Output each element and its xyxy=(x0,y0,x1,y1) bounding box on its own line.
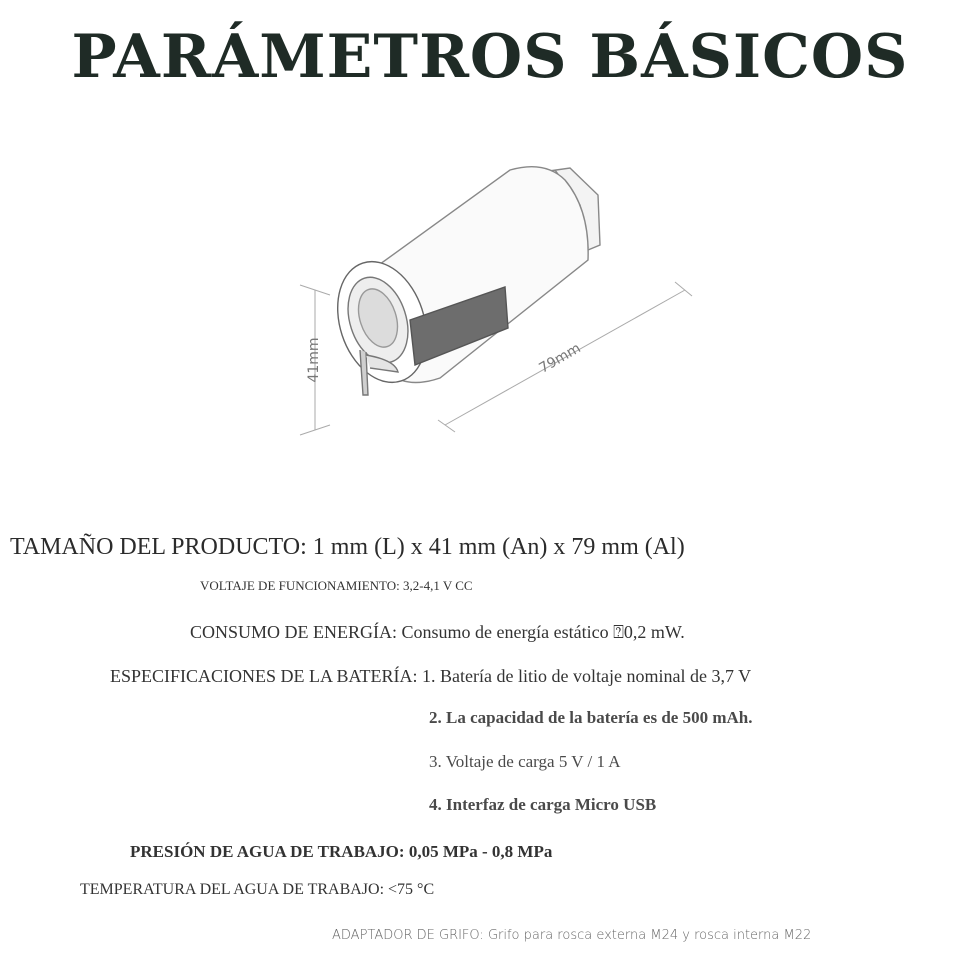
height-dimension-label: 41mm xyxy=(306,337,322,383)
spec-battery xyxy=(110,666,751,687)
spec-consumption-label: CONSUMO DE ENERGÍA: xyxy=(190,622,397,642)
product-illustration xyxy=(270,150,720,450)
spec-size xyxy=(10,534,685,561)
spec-adapter xyxy=(332,928,811,943)
spec-adapter-value: Grifo para rosca externa M24 y rosca interna M22 xyxy=(487,928,812,943)
spec-consumption xyxy=(190,622,685,643)
spec-pressure-label: PRESIÓN DE AGUA DE TRABAJO: xyxy=(130,842,405,861)
spec-pressure xyxy=(130,842,552,862)
length-dimension-label: 79mm xyxy=(536,340,584,377)
spec-pressure-value: 0,05 MPa - 0,8 MPa xyxy=(408,842,553,861)
spec-battery-item-2: 2. La capacidad de la batería es de 500 mAh. xyxy=(429,708,753,727)
spec-temperature xyxy=(80,881,434,899)
spec-temperature-label: TEMPERATURA DEL AGUA DE TRABAJO: xyxy=(80,881,385,898)
spec-voltage-value: 3,2-4,1 V CC xyxy=(403,578,473,593)
spec-battery-label: ESPECIFICACIONES DE LA BATERÍA: xyxy=(110,666,418,686)
spec-size-label: TAMAÑO DEL PRODUCTO: xyxy=(10,534,307,560)
spec-temperature-value: <75 °C xyxy=(388,881,435,898)
spec-battery-item-3: 3. Voltaje de carga 5 V / 1 A xyxy=(429,752,621,771)
spec-size-value: 1 mm (L) x 41 mm (An) x 79 mm (Al) xyxy=(312,534,685,560)
spec-consumption-value: Consumo de energía estático ⍰0,2 mW. xyxy=(401,622,685,642)
spec-battery-item-4: 4. Interfaz de carga Micro USB xyxy=(429,795,657,814)
spec-voltage xyxy=(200,578,473,594)
spec-adapter-label: ADAPTADOR DE GRIFO: xyxy=(332,928,484,943)
spec-voltage-label: VOLTAJE DE FUNCIONAMIENTO: xyxy=(200,578,400,593)
spec-battery-item-1: 1. Batería de litio de voltaje nominal de 3,7 V xyxy=(422,666,752,686)
page-title: PARÁMETROS BÁSICOS xyxy=(71,22,909,92)
